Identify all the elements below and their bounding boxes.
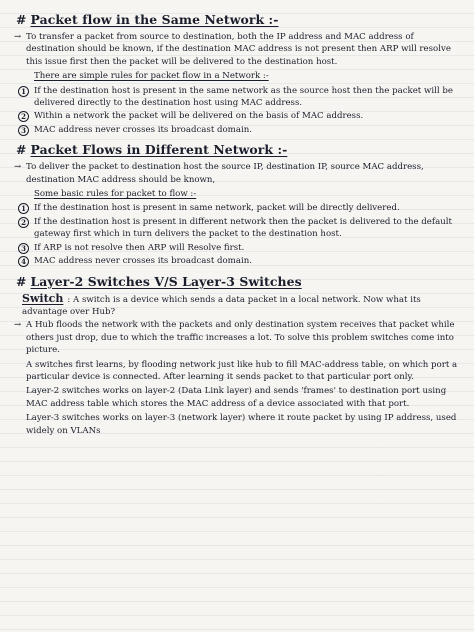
- list-item-text: If the destination host is present in the same network as the source host then the packet will be delivered directly to the destination host using MAC address.: [34, 85, 453, 109]
- switch-definition-text: : A switch is a device which sends a data packet in a local network. Now what its advantage over Hub?: [22, 294, 421, 317]
- list-item-text: If ARP is not resolve then ARP will Resolve first.: [34, 242, 245, 253]
- section-switches: [12, 274, 464, 437]
- circled-number: 3: [18, 125, 29, 136]
- circled-number: 1: [18, 86, 29, 97]
- list-item: [12, 255, 464, 267]
- subheading-basic-rules: Some basic rules for packet to flow :-: [34, 189, 197, 200]
- heading-same-network: [16, 12, 464, 28]
- list-item-text: MAC address never crosses its broadcast domain.: [34, 256, 252, 267]
- hash-mark: #: [16, 142, 27, 158]
- heading-text: Layer-2 Switches V/S Layer-3 Switches: [30, 273, 302, 289]
- paragraph-text: To transfer a packet from source to destination, both the IP address and MAC address of destination should be known, if the destination MAC address is not present then ARP will resolve this issue first then the packet will be delivered to the destination host.: [26, 32, 451, 67]
- list-item: [12, 202, 464, 214]
- rules-list: [12, 85, 464, 137]
- rules-list: [12, 202, 464, 267]
- handwritten-notes: [12, 10, 464, 443]
- arrow-icon: →: [14, 32, 22, 42]
- paragraph-text: A Hub floods the network with the packets and only destination system receives that packet while others just drop, due to which the traffic increases a lot. To solve this problem switches come into picture.: [26, 320, 455, 356]
- list-item: [12, 242, 464, 254]
- list-item: [12, 110, 464, 122]
- circled-number: 1: [18, 203, 29, 214]
- circled-number: 4: [18, 256, 29, 267]
- paragraph-layer2: Layer-2 switches works on layer-2 (Data Link layer) and sends 'frames' to destination port using MAC address table which stores the MAC address of a device associated with that port.: [26, 386, 447, 409]
- arrow-icon: →: [14, 320, 22, 331]
- section-different-network: [12, 142, 464, 267]
- section-same-network: [12, 12, 464, 136]
- circled-number: 2: [18, 111, 29, 122]
- list-item: [12, 124, 464, 136]
- heading-different-network: [16, 142, 464, 158]
- switch-term: Switch: [22, 291, 64, 305]
- switch-definition: [12, 293, 464, 319]
- paragraph-deliver: [12, 161, 464, 186]
- hash-mark: #: [16, 273, 27, 289]
- list-item: [12, 85, 464, 110]
- paragraph-switch-learning: A switches first learns, by flooding network just like hub to fill MAC-address table, on which port a particular device is connected. After learning it sends packet to that particular port only.: [26, 359, 458, 382]
- arrow-icon: →: [14, 162, 22, 173]
- paragraph-hub: [12, 319, 464, 356]
- paragraph-text: To deliver the packet to destination host the source IP, destination IP, source MAC address, destination MAC address should be known,: [26, 162, 424, 185]
- list-item-text: If the destination host is present in same network, packet will be directly delivered.: [34, 203, 400, 214]
- subheading-rules: There are simple rules for packet flow in a Network :-: [34, 71, 269, 82]
- circled-number: 3: [18, 243, 29, 254]
- paragraph-layer3: Layer-3 switches works on layer-3 (network layer) where it route packet by using IP address, used widely on VLANs: [26, 413, 457, 436]
- hash-mark: #: [16, 12, 27, 27]
- list-item-text: If the destination host is present in different network then the packet is delivered to the default gateway first which in turn delivers the packet to the destination host.: [34, 216, 452, 240]
- list-item-text: MAC address never crosses its broadcast domain.: [34, 124, 252, 135]
- list-item: [12, 216, 464, 241]
- heading-switches: [16, 274, 464, 290]
- list-item-text: Within a network the packet will be delivered on the basis of MAC address.: [34, 111, 364, 122]
- heading-text: Packet Flows in Different Network :-: [30, 142, 288, 158]
- heading-text: Packet flow in the Same Network :-: [30, 12, 279, 27]
- circled-number: 2: [18, 217, 29, 228]
- paragraph-transfer: [12, 31, 464, 68]
